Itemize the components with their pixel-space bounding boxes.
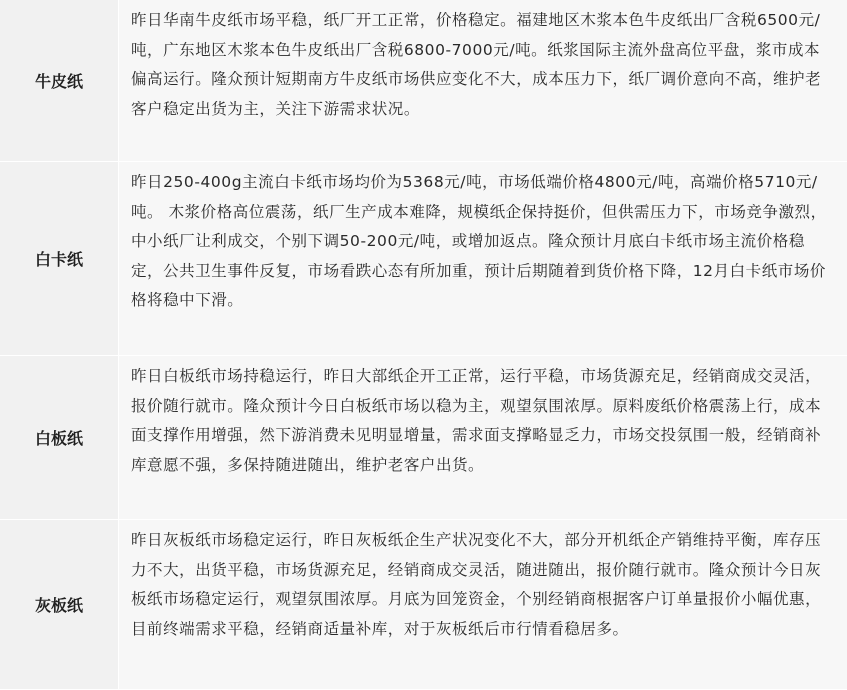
row-text-kraft-paper: 昨日华南牛皮纸市场平稳，纸厂开工正常，价格稳定。福建地区木浆本色牛皮纸出厂含税6500元/吨，广东地区木浆本色牛皮纸出厂含税6800-7000元/吨。纸浆国际主流外盘高位平盘，浆市成本偏高运行。隆众预计短期南方牛皮纸市场供应变化不大，成本压力下，纸厂调价意向不高，维护老客户稳定出货为主，关注下游需求状况。 — [118, 0, 847, 162]
row-text-white-cardboard: 昨日250-400g主流白卡纸市场均价为5368元/吨，市场低端价格4800元/吨，高端价格5710元/吨。 木浆价格高位震荡，纸厂生产成本难降，规模纸企保持挺价，但供需压力下，市场竞争激烈，中小纸厂让利成交，个别下调50-200元/吨，或增加返点。隆众预计月底白卡纸市场主流价格稳定，公共卫生事件反复，市场看跌心态有所加重，预计后期随着到货价格下降，12月白卡纸市场价格将稳中下滑。 — [118, 162, 847, 356]
row-text-white-board: 昨日白板纸市场持稳运行，昨日大部纸企开工正常，运行平稳，市场货源充足，经销商成交灵活，报价随行就市。隆众预计今日白板纸市场以稳为主，观望氛围浓厚。原料废纸价格震荡上行，成本面支撑作用增强，然下游消费未见明显增量，需求面支撑略显乏力，市场交投氛围一般，经销商补库意愿不强，多保持随进随出，维护老客户出货。 — [118, 356, 847, 520]
row-label-white-board: 白板纸 — [0, 356, 118, 520]
row-label-gray-board: 灰板纸 — [0, 520, 118, 690]
row-text-gray-board: 昨日灰板纸市场稳定运行，昨日灰板纸企生产状况变化不大，部分开机纸企产销维持平衡，库存压力不大，出货平稳，市场货源充足，经销商成交灵活，随进随出，报价随行就市。隆众预计今日灰板纸市场稳定运行，观望氛围浓厚。月底为回笼资金，个别经销商根据客户订单量报价小幅优惠，目前终端需求平稳，经销商适量补库，对于灰板纸后市行情看稳居多。 — [118, 520, 847, 690]
row-label-kraft-paper: 牛皮纸 — [0, 0, 118, 162]
row-label-white-cardboard: 白卡纸 — [0, 162, 118, 356]
